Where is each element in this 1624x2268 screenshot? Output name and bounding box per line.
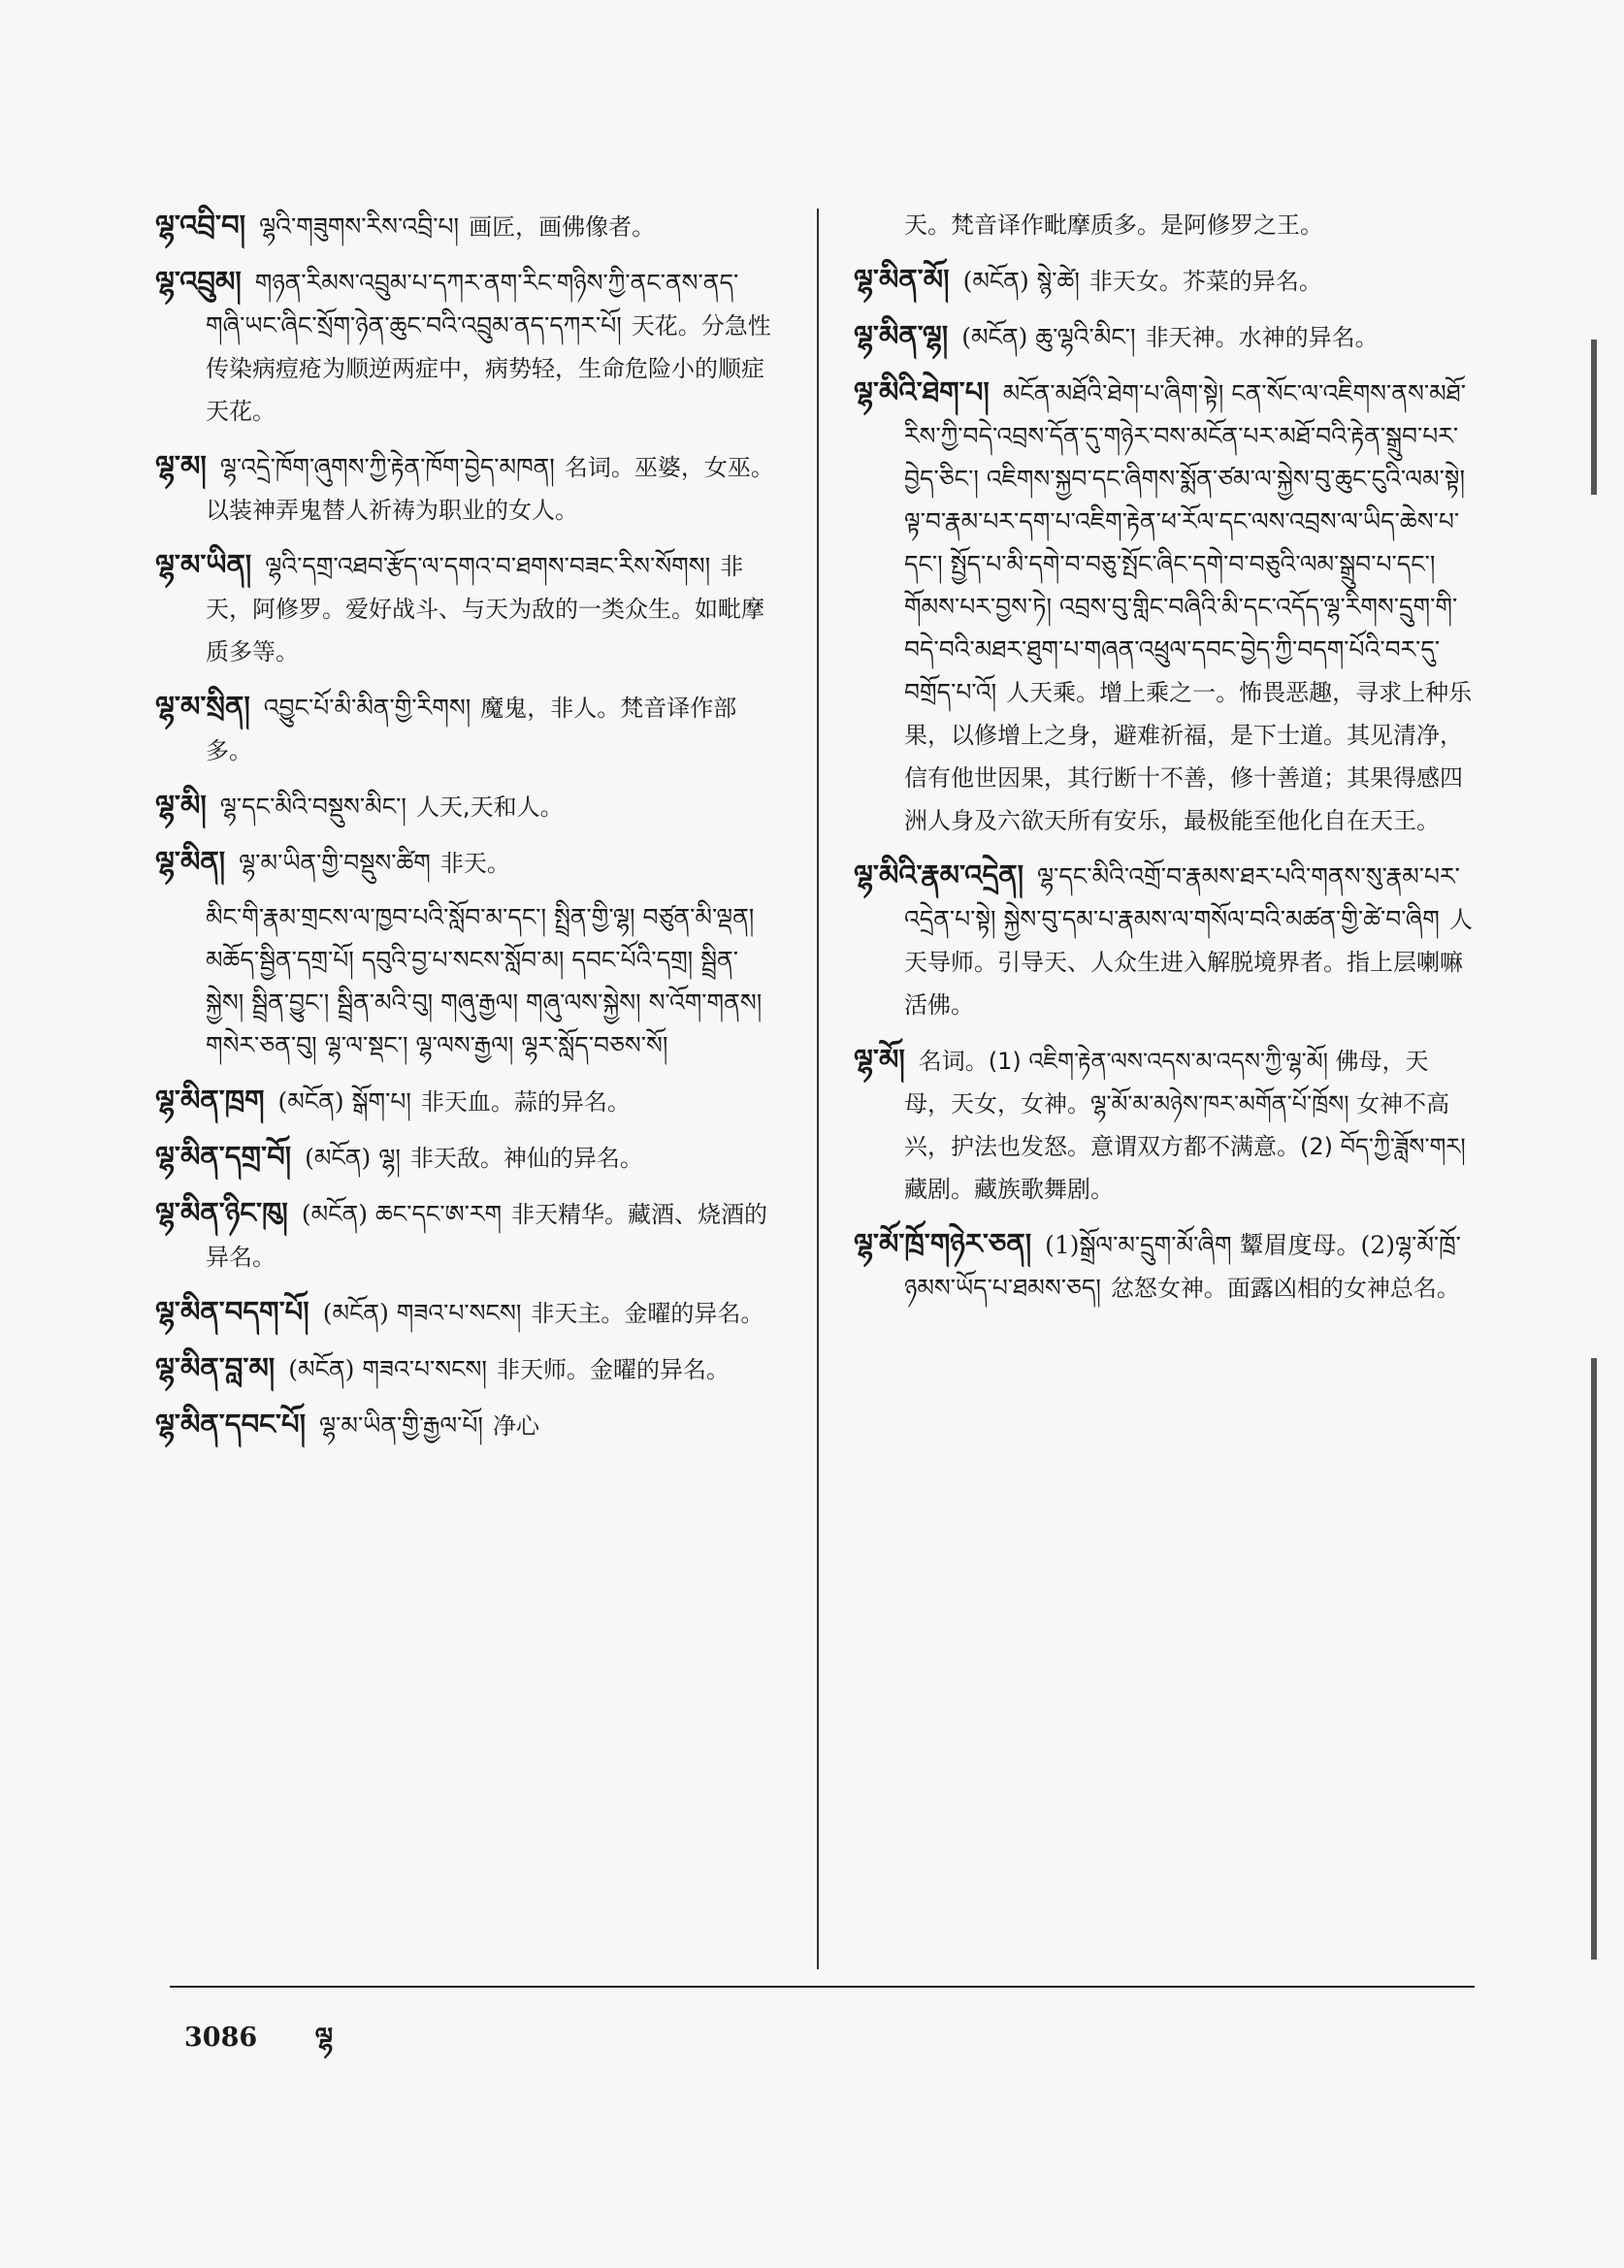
entry-tibetan-definition: (མངོན) ཆང་དང་ཨ་རག	[301, 1200, 503, 1228]
entry-chinese-definition: 名词。巫婆，女巫。以装神弄鬼替人祈祷为职业的女人。	[206, 454, 774, 524]
entry-headword: ལྷ་མིའི་རྣམ་འདྲེན།	[854, 859, 1024, 891]
entry-chinese-definition: 人天导师。引导天、人众生进入解脱境界者。指上层喇嘛活佛。	[904, 906, 1473, 1019]
entry-headword: ལྷ་མིན།	[155, 845, 226, 878]
entry-headword: ལྷ་མིན་ཉིང་ཁུ།	[155, 1196, 288, 1229]
column-divider	[817, 209, 819, 1969]
scan-edge-mark	[1591, 340, 1597, 495]
entry-tibetan-definition: ལྷའི་གཟུགས་རིས་འབྲི་པ།	[259, 212, 460, 241]
entry-tibetan-definition: (1)སྒྲོལ་མ་དྲུག་མོ་ཞིག 颦眉度母。(2)ལྷ་མོ་ཁྲོ་ཉམས་ཡོད་པ་ཐམས་ཅད།	[904, 1231, 1461, 1302]
entry-chinese-definition: 人天,天和人。	[415, 794, 564, 821]
entry-headword: ལྷ་མིན་དབང་པོ།	[155, 1408, 307, 1441]
page-footer	[184, 2008, 381, 2082]
entry-headword: ལྷ་མ་ཡིན།	[155, 548, 252, 581]
entry-tibetan-definition: ལྷ་མ་ཡིན་གྱི་རྒྱལ་པོ།	[319, 1411, 483, 1440]
entry-chinese-definition: 名词。(1) འཇིག་རྟེན་ལས་འདས་མ་འདས་ཀྱི་ལྷ་མོ། 佛母，天母，天女，女神。ལྷ་མོ་མ་མཉེས་ཁར་མགོན་པོ་ཁྲོས། 女神不高兴，护法也发怒。意谓双方都不满意。(2) བོད་ཀྱི་ཟློས་གར། 藏剧。藏族歌舞剧。	[904, 1048, 1466, 1203]
entry-headword: ལྷ་འབྲི་བ།	[155, 209, 246, 242]
scan-edge-mark	[1591, 1358, 1597, 1960]
entry-headword: ལྷ་མིན་བདག་པོ།	[155, 1295, 309, 1328]
entry-headword: ལྷ་འབྲུམ།	[155, 265, 242, 298]
entry-chinese-definition: 人天乘。增上乘之一。怖畏恶趣，寻求上种乐果，以修增上之身，避难祈福，是下士道。其见清净，信有他世因果，其行断十不善，修十善道；其果得感四洲人身及六欲天所有安乐，最极能至他化自在天王。	[904, 679, 1473, 834]
entry-chinese-definition: 忿怒女神。面露凶相的女神总名。	[1110, 1275, 1460, 1302]
entry-chinese-definition: 非天女。芥菜的异名。	[1088, 268, 1322, 295]
entry-tibetan-definition: (མངོན) ལྷ།	[305, 1144, 401, 1172]
entry-tibetan-definition: ལྷ་མ་ཡིན་གྱི་བསྡུས་ཚིག	[239, 849, 431, 877]
entry-headword: ལྷ་མིན་ལྷ།	[854, 319, 949, 352]
dictionary-entry	[854, 258, 1475, 303]
entry-headword: ལྷ་མིན་མོ།	[854, 263, 950, 296]
dictionary-entry	[155, 784, 776, 828]
entry-chinese-definition: 天花。分急性传染病痘疮为顺逆两症中，病势轻，生命危险小的顺症天花。	[206, 312, 771, 425]
entry-tibetan-definition: (མངོན) ཆུ་ལྷའི་མིང་།	[961, 323, 1136, 351]
entry-headword: ལྷ་མོ།	[854, 1043, 905, 1076]
entry-chinese-definition: 非天神。水神的异名。	[1145, 324, 1379, 351]
right-column	[854, 204, 1475, 1321]
entry-tibetan-definition: གཉན་རིམས་འབྲུམ་པ་དཀར་ནག་རིང་གཉིས་ཀྱི་ནང་ནས་ནད་གཞི་ཡང་ཞིང་སྲོག་ཉེན་ཆུང་བའི་འབྲུམ་ནད་དཀར་པོ།	[206, 269, 739, 340]
entry-headword: ལྷ་མིའི་ཐེག་པ།	[854, 375, 990, 408]
entry-tibetan-definition: (མངོན) སྒོག་པ།	[277, 1087, 411, 1116]
entry-chinese-definition: 非天。	[439, 850, 510, 877]
entry-headword: ལྷ་མིན་ཁྲག	[155, 1084, 265, 1117]
entry-chinese-definition: 天。梵音译作毗摩质多。是阿修罗之王。	[904, 211, 1323, 239]
entry-tibetan-definition: ལྷ་འདྲེ་ཁོག་ཞུགས་ཀྱི་རྟེན་ཁོག་བྱེད་མཁན།	[219, 453, 555, 481]
entry-tibetan-definition: མིང་གི་རྣམ་གྲངས་ལ་ཁྱབ་པའི་སློབ་མ་དང་། སྤྲིན་གྱི་ལྷ། བཙུན་མི་ལྡན། མཆོད་སྦྱིན་དགྲ་པོ། དབུའི་བྱ་པ་སངས་སློབ་མ། དབང་པོའི་དགྲ། སྦྲིན་སྐྱེས། སྦྲིན་བྱུང་། སྦྲིན་མའི་བུ། གཞུ་རྒྱལ། གཞུ་ལས་སྐྱེས། ས་འོག་གནས། གསེར་ཅན་བུ། ལྷ་ལ་སྡང་། ལྷ་ལས་རྒྱལ། ལྷར་སློད་བཅས་སོ།	[206, 903, 763, 1059]
dictionary-entry	[155, 1290, 776, 1335]
dictionary-entry	[854, 204, 1475, 246]
entry-tibetan-definition: འབྱུང་པོ་མི་མིན་གྱི་རིགས།	[263, 694, 471, 722]
entry-tibetan-definition: ལྷ་དང་མིའི་འགྲོ་བ་རྣམས་ཐར་པའི་གནས་སུ་རྣམ་པར་འདྲེན་པ་སྟེ། སྐྱེས་བུ་དམ་པ་རྣམས་ལ་གསོལ་བའི་མཚན་གྱི་ཚེ་བ་ཞིག	[904, 862, 1460, 933]
dictionary-entry	[155, 1135, 776, 1180]
entry-chinese-definition: 非天师。金曜的异名。	[496, 1356, 730, 1383]
dictionary-entry	[155, 1079, 776, 1123]
entry-tibetan-definition: མངོན་མཐོའི་ཐེག་པ་ཞིག་སྟེ། ངན་སོང་ལ་འཇིགས་ནས་མཐོ་རིས་ཀྱི་བདེ་འབྲས་དོན་དུ་གཉེར་བས་མངོན་པར་མཐོ་བའི་རྟེན་སྒྲུབ་པར་བྱེད་ཅིང་། འཇིགས་སྐྱབ་དང་ཞིགས་སྨོན་ཙམ་ལ་སྐྱེས་བུ་ཆུང་ངུའི་ལམ་སྟེ། ལྟ་བ་རྣམ་པར་དག་པ་འཇིག་རྟེན་ཕ་རོལ་དང་ལས་འབྲས་ལ་ཡིད་ཆེས་པ་དང་། སྤྱོད་པ་མི་དགེ་བ་བཅུ་སྤོང་ཞིང་དགེ་བ་བཅུའི་ལམ་སྒྲུབ་པ་དང་། གོམས་པར་བྱས་ཏེ། འབྲས་བུ་གླིང་བཞིའི་མི་དང་འདོད་ལྷ་རིགས་དྲུག་གི་བདེ་བའི་མཐར་ཐུག་པ་གཞན་འཕྲུལ་དབང་བྱེད་ཀྱི་བདག་པོའི་བར་དུ་བགྲོད་པ་འོ།	[904, 379, 1466, 706]
entry-headword: ལྷ་མ།	[155, 449, 207, 482]
entry-headword: ལྷ་མིན་བླ་མ།	[155, 1351, 276, 1384]
entry-headword: ལྷ་མོ་ཁྲོ་གཉེར་ཅན།	[854, 1227, 1032, 1260]
dictionary-entry	[854, 371, 1475, 842]
entry-headword: ལྷ་མིན་དགྲ་བོ།	[155, 1140, 292, 1173]
dictionary-entry	[854, 1222, 1475, 1310]
bottom-rule	[170, 1986, 1475, 1988]
dictionary-entry	[155, 1403, 776, 1447]
entry-tibetan-definition: (མངོན) གཟའ་པ་སངས།	[322, 1299, 522, 1327]
running-head-letter: ལྷ	[314, 2023, 334, 2053]
entry-chinese-definition: 净心	[492, 1412, 539, 1440]
dictionary-entry	[155, 204, 776, 248]
left-column	[155, 204, 776, 1459]
page-number: 3086	[184, 2023, 258, 2053]
entry-tibetan-definition: ལྷ་དང་མིའི་བསྡུས་མིང་།	[219, 793, 406, 821]
dictionary-entry	[155, 260, 776, 433]
dictionary-entry	[854, 1038, 1475, 1211]
entry-chinese-definition: 非天精华。藏酒、烧酒的异名。	[206, 1201, 768, 1271]
entry-chinese-definition: 非天主。金曜的异名。	[531, 1300, 764, 1327]
entry-chinese-definition: 画匠，画佛像者。	[469, 213, 656, 241]
entry-chinese-definition: 非天敌。神仙的异名。	[409, 1145, 643, 1172]
dictionary-entry	[854, 314, 1475, 359]
dictionary-entry	[155, 896, 776, 1067]
dictionary-entry	[155, 543, 776, 673]
dictionary-entry	[854, 854, 1475, 1026]
dictionary-entry	[155, 1191, 776, 1279]
entry-tibetan-definition: (མངོན) སྙེ་ཚེ།	[962, 267, 1080, 295]
dictionary-entry	[155, 840, 776, 885]
dictionary-entry	[155, 444, 776, 532]
entry-chinese-definition: 非天，阿修罗。爱好战斗、与天为敌的一类众生。如毗摩质多等。	[206, 553, 764, 665]
dictionary-entry	[155, 685, 776, 772]
entry-tibetan-definition: (མངོན) གཟའ་པ་སངས།	[288, 1355, 487, 1383]
entry-headword: ལྷ་མ་སྲིན།	[155, 690, 250, 723]
entry-chinese-definition: 非天血。蒜的异名。	[420, 1088, 631, 1116]
entry-tibetan-definition: ལྷའི་དགྲ་འཐབ་རྩོད་ལ་དགའ་བ་ཐགས་བཟང་རིས་སོགས།	[265, 552, 711, 580]
entry-chinese-definition: 魔鬼，非人。梵音译作部多。	[206, 695, 737, 764]
entry-headword: ལྷ་མི།	[155, 789, 207, 822]
dictionary-entry	[155, 1346, 776, 1391]
